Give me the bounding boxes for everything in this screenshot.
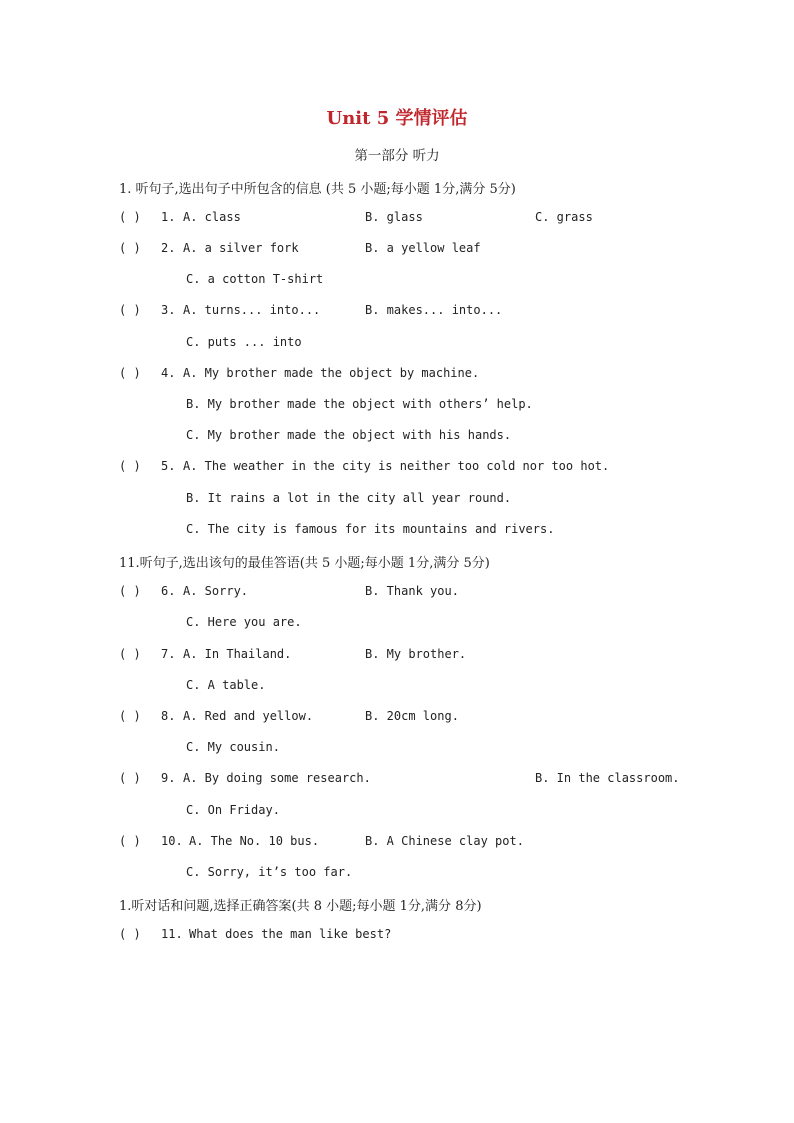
option-b: B. Thank you. — [365, 584, 459, 598]
option-b: B. makes... into... — [365, 303, 503, 317]
option-a: A. Red and yellow. — [183, 709, 314, 723]
question-3-option-c-row — [119, 335, 739, 351]
option-a: A. a silver fork — [183, 241, 299, 255]
option-b: B. 20cm long. — [365, 709, 459, 723]
answer-blank[interactable]: ( ) — [119, 927, 141, 941]
option-b: B. In the classroom. — [535, 771, 680, 785]
question-7 — [119, 647, 739, 663]
option-b: B. It rains a lot in the city all year round. — [186, 491, 512, 505]
option-c: C. grass — [535, 210, 593, 224]
answer-blank[interactable]: ( ) — [119, 647, 141, 661]
question-number: 9. — [161, 771, 176, 785]
question-6 — [119, 584, 739, 600]
question-number: 3. — [161, 303, 176, 317]
option-c: C. The city is famous for its mountains and rivers. — [186, 522, 555, 536]
question-4-option-b-row — [119, 397, 739, 413]
answer-blank[interactable]: ( ) — [119, 241, 141, 255]
option-c: C. My brother made the object with his hands. — [186, 428, 512, 442]
question-11 — [119, 927, 739, 943]
question-6-option-c-row — [119, 615, 739, 631]
question-5-option-c-row — [119, 522, 739, 538]
question-9-option-c-row — [119, 803, 739, 819]
question-stem: What does the man like best? — [189, 927, 392, 941]
question-number: 4. — [161, 366, 176, 380]
question-number: 8. — [161, 709, 176, 723]
option-c: C. a cotton T-shirt — [186, 272, 324, 286]
part-subtitle: 第一部分 听力 — [354, 148, 440, 164]
option-a: A. By doing some research. — [183, 771, 371, 785]
question-10 — [119, 834, 739, 850]
option-b: B. A Chinese clay pot. — [365, 834, 524, 848]
option-a: A. turns... into... — [183, 303, 321, 317]
answer-blank[interactable]: ( ) — [119, 210, 141, 224]
question-number: 5. — [161, 459, 176, 473]
question-4 — [119, 366, 739, 382]
answer-blank[interactable]: ( ) — [119, 771, 141, 785]
answer-blank[interactable]: ( ) — [119, 303, 141, 317]
option-c: C. A table. — [186, 678, 266, 692]
page-title: Unit 5 学情评估 — [326, 108, 468, 129]
section-heading-2: 11.听句子,选出该句的最佳答语(共 5 小题;每小题 1分,满分 5分) — [119, 556, 490, 571]
option-c: C. My cousin. — [186, 740, 280, 754]
question-2 — [119, 241, 739, 257]
question-number: 1. — [161, 210, 176, 224]
question-7-option-c-row — [119, 678, 739, 694]
question-4-option-c-row — [119, 428, 739, 444]
option-a: A. Sorry. — [183, 584, 249, 598]
answer-blank[interactable]: ( ) — [119, 366, 141, 380]
question-9 — [119, 771, 739, 787]
option-c: C. Sorry, it’s too far. — [186, 865, 353, 879]
question-number: 6. — [161, 584, 176, 598]
option-a: A. In Thailand. — [183, 647, 292, 661]
option-a: A. class — [183, 210, 241, 224]
answer-blank[interactable]: ( ) — [119, 584, 141, 598]
question-number: 10. — [161, 834, 183, 848]
question-10-option-c-row — [119, 865, 739, 881]
option-c: C. puts ... into — [186, 335, 302, 349]
question-8-option-c-row — [119, 740, 739, 756]
question-1 — [119, 210, 739, 226]
section-heading-1: 1. 听句子,选出句子中所包含的信息 (共 5 小题;每小题 1分,满分 5分) — [119, 182, 516, 197]
question-number: 11. — [161, 927, 183, 941]
option-b: B. a yellow leaf — [365, 241, 481, 255]
answer-blank[interactable]: ( ) — [119, 834, 141, 848]
question-5-option-b-row — [119, 491, 739, 507]
section-heading-3: 1.听对话和问题,选择正确答案(共 8 小题;每小题 1分,满分 8分) — [119, 899, 482, 914]
question-number: 2. — [161, 241, 176, 255]
question-8 — [119, 709, 739, 725]
option-c: C. On Friday. — [186, 803, 280, 817]
option-b: B. My brother made the object with others’ help. — [186, 397, 533, 411]
answer-blank[interactable]: ( ) — [119, 459, 141, 473]
option-a: A. The No. 10 bus. — [189, 834, 320, 848]
option-b: B. My brother. — [365, 647, 467, 661]
option-a: A. The weather in the city is neither too cold nor too hot. — [183, 459, 610, 473]
question-number: 7. — [161, 647, 176, 661]
question-5 — [119, 459, 739, 475]
question-2-option-c-row — [119, 272, 739, 288]
answer-blank[interactable]: ( ) — [119, 709, 141, 723]
option-c: C. Here you are. — [186, 615, 302, 629]
option-a: A. My brother made the object by machine. — [183, 366, 480, 380]
question-3 — [119, 303, 739, 319]
option-b: B. glass — [365, 210, 423, 224]
